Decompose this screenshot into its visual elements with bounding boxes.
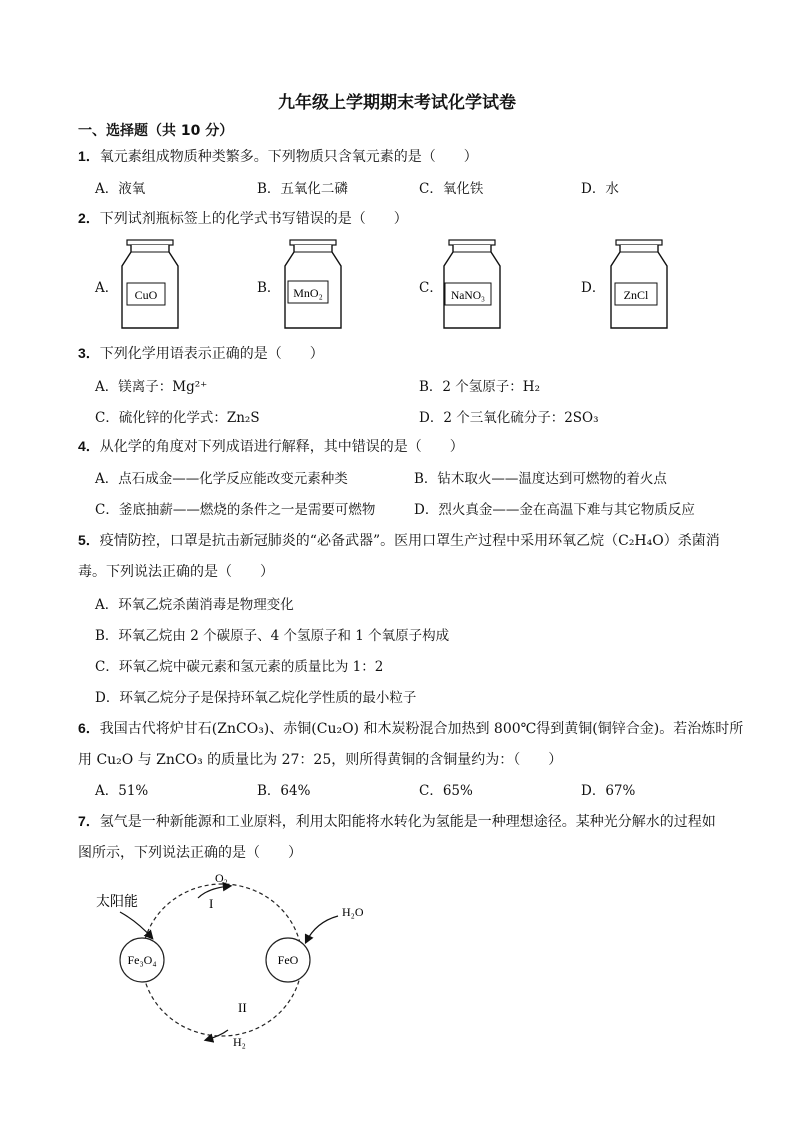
option-d[interactable]: D．2 个三氧化硫分子：2SO₃: [419, 410, 599, 426]
bottle-label: NaNO₃: [450, 290, 486, 302]
o2-label: O₂: [215, 871, 228, 885]
h2o-arrow: [306, 916, 338, 942]
option-a[interactable]: A．液氧: [95, 181, 146, 197]
question-5: [78, 530, 720, 550]
question-text: 下列试剂瓶标签上的化学式书写错误的是（ ）: [99, 211, 408, 227]
question-text-continued: 毒。下列说法正确的是（ ）: [78, 564, 274, 580]
option-c[interactable]: C．: [419, 280, 443, 296]
water-splitting-diagram: [80, 860, 400, 1060]
question-number: 4．: [78, 438, 100, 454]
solar-arrow: [120, 912, 152, 938]
question-number: 7．: [78, 813, 100, 829]
option-d[interactable]: D．67%: [581, 783, 636, 799]
question-number: 1．: [78, 148, 100, 164]
question-7: [78, 811, 716, 831]
section-heading: 一、选择题（共 10 分）: [78, 123, 234, 139]
option-b[interactable]: B．钻木取火——温度达到可燃物的着火点: [414, 471, 667, 487]
o2-arrow: [198, 886, 230, 898]
question-4: [78, 436, 464, 456]
option-c[interactable]: C．釜底抽薪——燃烧的条件之一是需要可燃物: [95, 502, 376, 518]
reagent-bottle-zncl: [604, 238, 674, 330]
option-a[interactable]: A．环氧乙烷杀菌消毒是物理变化: [95, 597, 294, 613]
question-2: [78, 208, 408, 228]
h2-label: H₂: [233, 1035, 246, 1049]
reagent-bottle-cuo: [115, 238, 185, 330]
option-d[interactable]: D．环氧乙烷分子是保持环氧乙烷化学性质的最小粒子: [95, 690, 417, 706]
question-text: 我国古代将炉甘石(ZnCO₃)、赤铜(Cu₂O) 和木炭粉混合加热到 800℃得到黄铜(铜锌合金)。若治炼时所: [99, 721, 744, 737]
option-c[interactable]: C．环氧乙烷中碳元素和氢元素的质量比为 1：2: [95, 659, 384, 675]
bottle-label: MnO₂: [293, 286, 323, 300]
step-2-label: II: [238, 1000, 247, 1015]
bottle-label: ZnCl: [623, 288, 649, 302]
question-text: 疫情防控，口罩是抗击新冠肺炎的“必备武器”。医用口罩生产过程中采用环氧乙烷（C₂H₄O）杀菌消: [99, 533, 720, 549]
option-b[interactable]: B．2 个氢原子：H₂: [419, 379, 540, 395]
option-a[interactable]: A．51%: [95, 783, 149, 799]
question-text: 氢气是一种新能源和工业原料，利用太阳能将水转化为氢能是一种理想途径。某种光分解水的过程如: [99, 814, 716, 830]
option-c[interactable]: C．硫化锌的化学式：Zn₂S: [95, 410, 260, 426]
fe3o4-label: Fe₃O₄: [127, 953, 157, 967]
question-text-continued: 图所示，下列说法正确的是（ ）: [78, 845, 302, 861]
question-text: 氧元素组成物质种类繁多。下列物质只含氧元素的是（ ）: [99, 149, 478, 165]
option-a[interactable]: A．点石成金——化学反应能改变元素种类: [95, 471, 348, 487]
option-c[interactable]: C．氧化铁: [419, 181, 484, 197]
option-b[interactable]: B．64%: [257, 783, 311, 799]
question-number: 5．: [78, 532, 100, 548]
option-b[interactable]: B．五氧化二磷: [257, 181, 348, 197]
page-title: 九年级上学期期末考试化学试卷: [278, 93, 516, 113]
step-1-label: I: [209, 896, 214, 911]
reagent-bottle-mno2: [278, 238, 348, 330]
question-text: 下列化学用语表示正确的是（ ）: [99, 346, 324, 362]
question-6: [78, 718, 743, 738]
option-a[interactable]: A．: [95, 280, 119, 296]
option-d[interactable]: D．: [581, 280, 606, 296]
option-c[interactable]: C．65%: [419, 783, 473, 799]
solar-energy-label: 太阳能: [96, 895, 138, 910]
question-number: 6．: [78, 720, 100, 736]
option-b[interactable]: B．环氧乙烷由 2 个碳原子、4 个氢原子和 1 个氧原子构成: [95, 628, 450, 644]
question-text-continued: 用 Cu₂O 与 ZnCO₃ 的质量比为 27：25，则所得黄铜的含铜量约为：（ ）: [78, 752, 563, 768]
option-a[interactable]: A．镁离子：Mg²⁺: [95, 379, 208, 395]
feo-label: FeO: [277, 953, 299, 967]
h2o-label: H₂O: [342, 905, 364, 919]
reagent-bottle-nano3: [437, 238, 507, 330]
option-d[interactable]: D．水: [581, 181, 619, 197]
option-b[interactable]: B．: [257, 280, 281, 296]
option-d[interactable]: D．烈火真金——金在高温下难与其它物质反应: [414, 502, 695, 518]
question-text: 从化学的角度对下列成语进行解释，其中错误的是（ ）: [99, 439, 464, 455]
question-number: 3．: [78, 345, 100, 361]
question-1: [78, 146, 478, 166]
question-3: [78, 343, 324, 363]
question-number: 2．: [78, 210, 100, 226]
bottle-label: CuO: [134, 288, 158, 302]
